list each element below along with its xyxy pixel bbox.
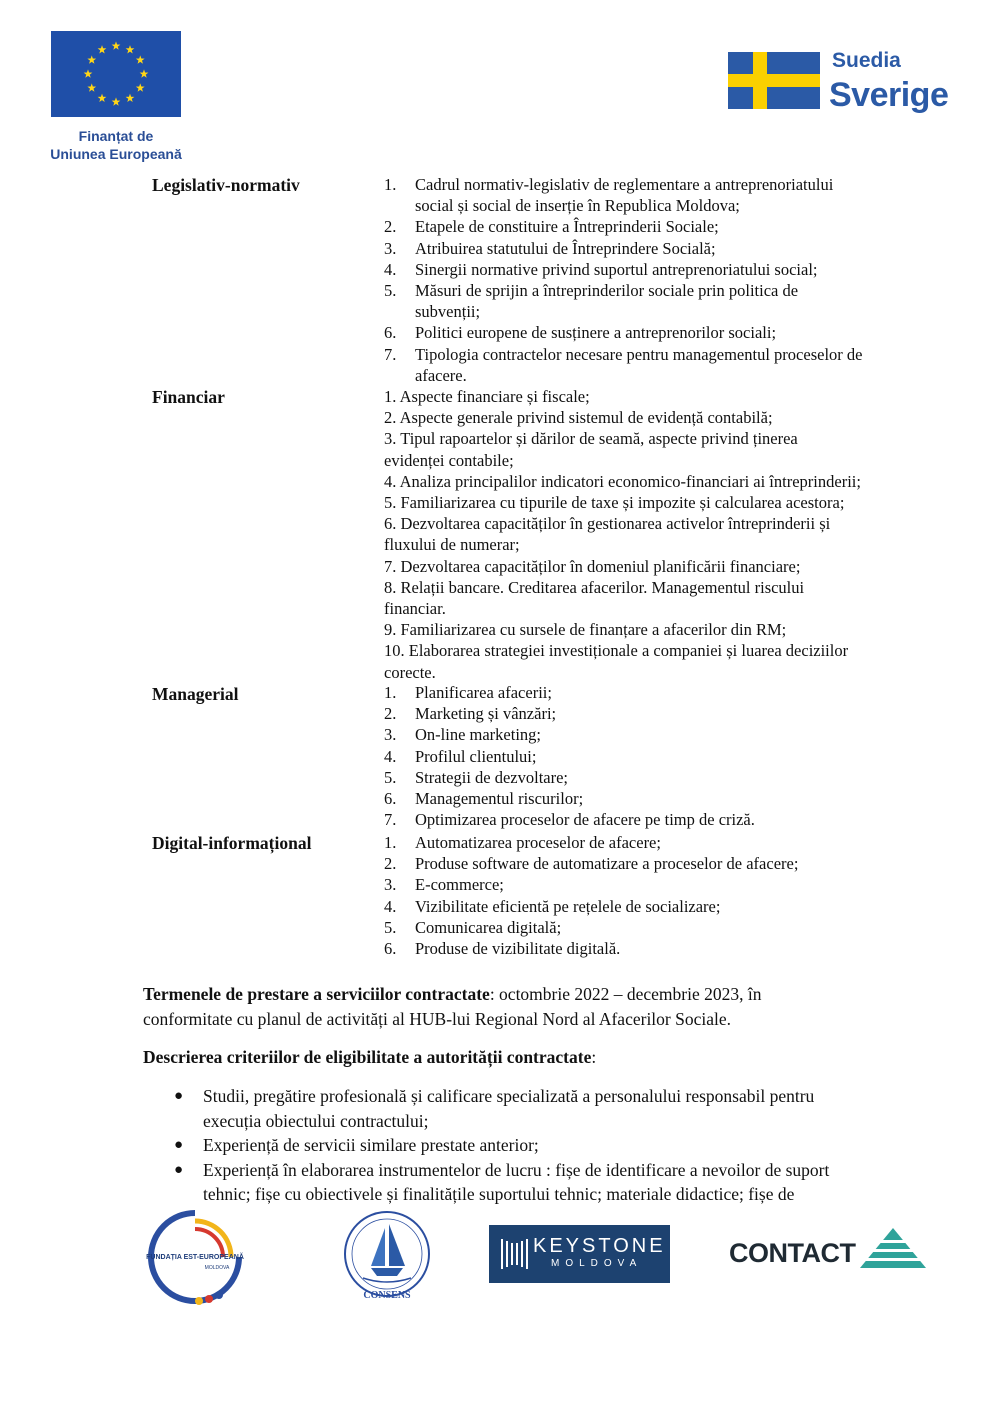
list-item	[384, 788, 583, 809]
eu-star-icon	[112, 97, 121, 105]
eu-star-icon	[84, 69, 93, 77]
eu-star-icon	[112, 41, 121, 49]
criteria-heading	[143, 1045, 903, 1070]
list-item-number: 6.	[384, 939, 397, 958]
terms-paragraph	[143, 982, 903, 1032]
list-item-text: Produse software de automatizare a proceselor de afacere;	[415, 854, 799, 874]
list-item-text: Optimizarea proceselor de afacere pe timp de criză.	[415, 810, 755, 830]
eu-flag-logo	[51, 31, 181, 117]
list-item-text: Cadrul normativ-legislativ de reglementare a antreprenoriatului	[415, 175, 834, 194]
list-item-continuation: subvenții;	[415, 302, 481, 322]
list-item	[143, 1158, 943, 1207]
bullet-icon: ●	[174, 1137, 184, 1153]
criteria-item-text-cont: tehnic; fișe cu obiectivele și finalitățile suportului tehnic; materiale didactice; fișe de	[203, 1184, 795, 1204]
list-item	[384, 322, 776, 343]
sweden-flag-icon	[728, 52, 820, 109]
list-item	[384, 703, 556, 724]
list-item	[384, 917, 561, 938]
eu-star-icon	[126, 45, 135, 53]
fee-logo-name: FUNDAȚIA EST-EUROPEANĂ	[146, 1254, 244, 1261]
list-item: 8. Relații bancare. Creditarea afacerilor. Managementul riscului	[384, 577, 805, 597]
sweden-label-sv: Sverige	[829, 76, 949, 114]
list-item-text: On-line marketing;	[415, 725, 542, 745]
fee-logo-sub: MOLDOVA	[204, 1265, 230, 1271]
list-item-number: 5.	[384, 281, 397, 300]
topic-title-digital: Digital-informațional	[152, 833, 312, 853]
list-item-text: Automatizarea proceselor de afacere;	[415, 833, 661, 852]
criteria-list	[143, 1084, 943, 1207]
list-item-number: 4.	[384, 746, 397, 766]
criteria-item-text: Studii, pregătire profesională și calificare specializată a personalului responsabil pentru	[203, 1086, 815, 1106]
list-item	[143, 1084, 943, 1133]
terms-label: Termenele de prestare a serviciilor contractate	[143, 984, 490, 1004]
list-item-number: 1.	[384, 833, 397, 852]
list-item-number: 7.	[384, 344, 397, 364]
list-item-number: 2.	[384, 854, 397, 874]
eu-star-icon	[136, 55, 145, 63]
list-item-number: 3.	[384, 238, 397, 258]
eu-caption-line1: Finanțat de	[78, 128, 154, 144]
list-item	[384, 767, 568, 788]
list-item: 5. Familiarizarea cu tipurile de taxe și impozite și calcularea acestora;	[384, 493, 845, 512]
list-item-number: 1.	[384, 683, 397, 702]
topic-title-legislativ: Legislativ-normativ	[152, 175, 300, 195]
eu-star-icon	[140, 69, 149, 77]
list-item-continuation: afacere.	[415, 365, 467, 385]
list-item-text: Politici europene de susținere a antreprenorilor sociali;	[415, 323, 777, 343]
keystone-logo-sub: MOLDOVA	[551, 1258, 643, 1269]
list-item-number: 5.	[384, 917, 397, 937]
list-item	[384, 216, 719, 237]
eu-funding-caption	[30, 127, 202, 163]
bullet-icon: ●	[174, 1161, 184, 1178]
list-item: 10. Elaborarea strategiei investiționale a companiei și luarea deciziilor	[384, 641, 849, 661]
list-item: evidenței contabile;	[384, 450, 514, 470]
list-item-number: 5.	[384, 767, 397, 787]
eu-stars-icon	[51, 31, 181, 117]
list-item-text: Managementul riscurilor;	[415, 789, 584, 808]
list-item-number: 2.	[384, 704, 397, 724]
list-item: corecte.	[384, 662, 436, 682]
list-item-text: Sinergii normative privind suportul antreprenoriatului social;	[415, 259, 818, 279]
eu-caption-line2: Uniunea Europeană	[50, 146, 182, 162]
bullet-icon: ●	[174, 1088, 184, 1104]
list-item	[384, 809, 755, 830]
list-item-number: 3.	[384, 725, 397, 745]
list-item-number: 2.	[384, 217, 397, 237]
list-item-text: Produse de vizibilitate digitală.	[415, 939, 621, 958]
list-item	[384, 746, 536, 767]
keystone-moldova-logo	[489, 1225, 670, 1283]
list-item	[384, 853, 798, 874]
consens-logo	[341, 1208, 433, 1304]
topic-title-financiar: Financiar	[152, 387, 225, 407]
list-item	[384, 724, 541, 745]
list-item-text: Profilul clientului;	[415, 746, 537, 766]
list-item: 1. Aspecte financiare și fiscale;	[384, 387, 590, 406]
criteria-item-text-cont: execuția obiectului contractului;	[203, 1110, 429, 1131]
list-item: 3. Tipul rapoartelor și dărilor de seamă, aspecte privind ținerea	[384, 429, 798, 449]
list-item-number: 4.	[384, 896, 397, 916]
list-item-text: Vizibilitate eficientă pe rețelele de socializare;	[415, 896, 721, 916]
list-item-text: Atribuirea statutului de Întreprindere Socială;	[415, 238, 716, 258]
list-item-number: 3.	[384, 875, 397, 895]
list-item: 7. Dezvoltarea capacităților în domeniul planificării financiare;	[384, 556, 801, 576]
contact-triangle-icon	[860, 1228, 926, 1268]
list-item	[384, 344, 862, 365]
criteria-suffix: :	[591, 1047, 597, 1067]
topic-title-managerial: Managerial	[152, 684, 239, 704]
list-item-text: Tipologia contractelor necesare pentru managementul proceselor de	[415, 344, 863, 364]
list-item-text: Planificarea afacerii;	[415, 683, 552, 702]
list-item	[384, 682, 552, 703]
eu-star-icon	[87, 83, 96, 91]
list-item	[384, 259, 818, 280]
fundatia-est-europeana-logo	[145, 1207, 245, 1307]
eu-star-icon	[98, 94, 107, 102]
list-item: financiar.	[384, 599, 446, 618]
list-item-text: Măsuri de sprijin a întreprinderilor sociale prin politica de	[415, 281, 799, 300]
criteria-item-text: Experiență de servicii similare prestate anterior;	[203, 1135, 539, 1155]
list-item	[384, 874, 504, 895]
eu-star-icon	[98, 45, 107, 53]
list-item-text: Comunicarea digitală;	[415, 917, 562, 937]
list-item: 6. Dezvoltarea capacităților în gestionarea activelor întreprinderii și	[384, 514, 831, 534]
list-item-text: Strategii de dezvoltare;	[415, 767, 569, 787]
list-item	[143, 1133, 943, 1158]
criteria-item-text: Experiență în elaborarea instrumentelor de lucru : fișe de identificare a nevoilor de suport	[203, 1159, 830, 1180]
criteria-label: Descrierea criteriilor de eligibilitate a autorității contractate	[143, 1047, 592, 1067]
list-item	[384, 280, 798, 301]
list-item-continuation: social și social de inserție în Republica Moldova;	[415, 196, 740, 216]
eu-star-icon	[87, 55, 96, 63]
terms-text-line2: conformitate cu planul de activități al HUB-lui Regional Nord al Afacerilor Sociale.	[143, 1009, 732, 1029]
list-item-number: 6.	[384, 323, 397, 343]
list-item: fluxului de numerar;	[384, 535, 520, 555]
list-item-number: 7.	[384, 810, 397, 830]
keystone-mark-icon	[499, 1236, 529, 1272]
sweden-label-ro: Suedia	[832, 49, 901, 72]
list-item: 9. Familiarizarea cu sursele de finanțare a afacerilor din RM;	[384, 620, 787, 640]
list-item	[384, 174, 833, 195]
list-item	[384, 832, 661, 853]
list-item	[384, 938, 620, 959]
list-item-text: Marketing și vânzări;	[415, 704, 557, 724]
terms-text-line1: : octombrie 2022 – decembrie 2023, în	[489, 984, 762, 1004]
keystone-logo-name: KEYSTONE	[533, 1235, 666, 1257]
list-item-number: 4.	[384, 259, 397, 279]
list-item-number: 1.	[384, 175, 397, 194]
list-item	[384, 238, 716, 259]
list-item	[384, 896, 720, 917]
list-item: 2. Aspecte generale privind sistemul de evidență contabilă;	[384, 408, 773, 428]
consens-logo-name: CONSENS	[363, 1290, 411, 1301]
list-item-text: E-commerce;	[415, 875, 504, 895]
contact-logo-name: CONTACT	[729, 1238, 856, 1268]
list-item-text: Etapele de constituire a Întreprinderii Sociale;	[415, 217, 719, 237]
list-item-number: 6.	[384, 789, 397, 808]
eu-star-icon	[136, 83, 145, 91]
eu-star-icon	[126, 94, 135, 102]
list-item: 4. Analiza principalilor indicatori economico-financiari ai întreprinderii;	[384, 471, 861, 491]
